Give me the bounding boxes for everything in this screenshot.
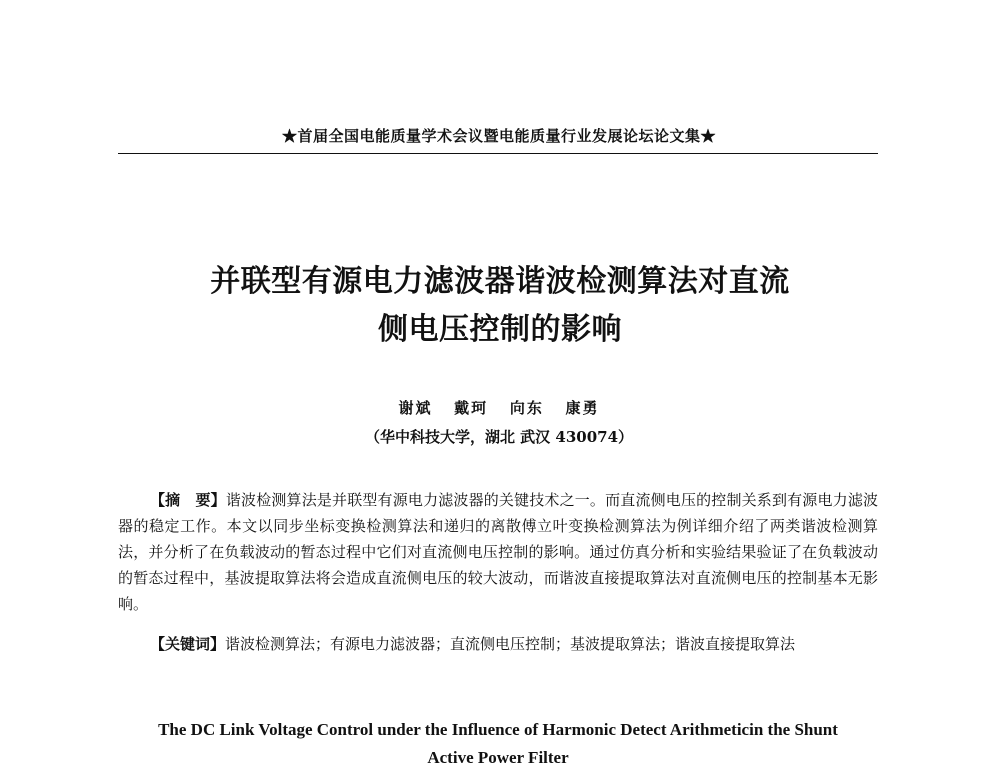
keywords-label: 【关键词】 (150, 635, 226, 653)
abstract-paragraph (118, 487, 878, 617)
english-title-line-2: Active Power Filter (427, 748, 569, 767)
paper-title-line-1: 并联型有源电力滤波器谐波检测算法对直流 (210, 264, 790, 299)
abstract-text: 谐波检测算法是并联型有源电力滤波器的关键技术之一。而直流侧电压的控制关系到有源电力滤波器的稳定工作。本文以同步坐标变换检测算法和递归的离散傅立叶变换检测算法为例详细介绍了两类谐波检测算法，并分析了在负载波动的暂态过程中它们对直流侧电压控制的影响。通过仿真分析和实验结果验证了在负载波动的暂态过程中，基波提取算法将会造成直流侧电压的较大波动，而谐波直接提取算法对直流侧电压的控制基本无影响。 (118, 491, 878, 613)
abstract-label: 【摘 要】 (150, 491, 226, 509)
paper-title (100, 258, 900, 354)
keywords-text: 谐波检测算法；有源电力滤波器；直流侧电压控制；基波提取算法；谐波直接提取算法 (225, 635, 796, 653)
paper-title-line-2: 侧电压控制的影响 (378, 312, 622, 347)
keywords-paragraph (118, 631, 878, 657)
running-header: ★首届全国电能质量学术会议暨电能质量行业发展论坛论文集★ (281, 127, 716, 145)
header-rule (118, 153, 878, 154)
author-affiliation: （华中科技大学，湖北 武汉 430074） (364, 428, 634, 446)
english-title-line-1: The DC Link Voltage Control under the Influence of Harmonic Detect Arithmeticin the Shunt (158, 720, 838, 739)
author-list: 谢斌 戴珂 向东 康勇 (398, 399, 600, 417)
english-title (118, 716, 878, 772)
